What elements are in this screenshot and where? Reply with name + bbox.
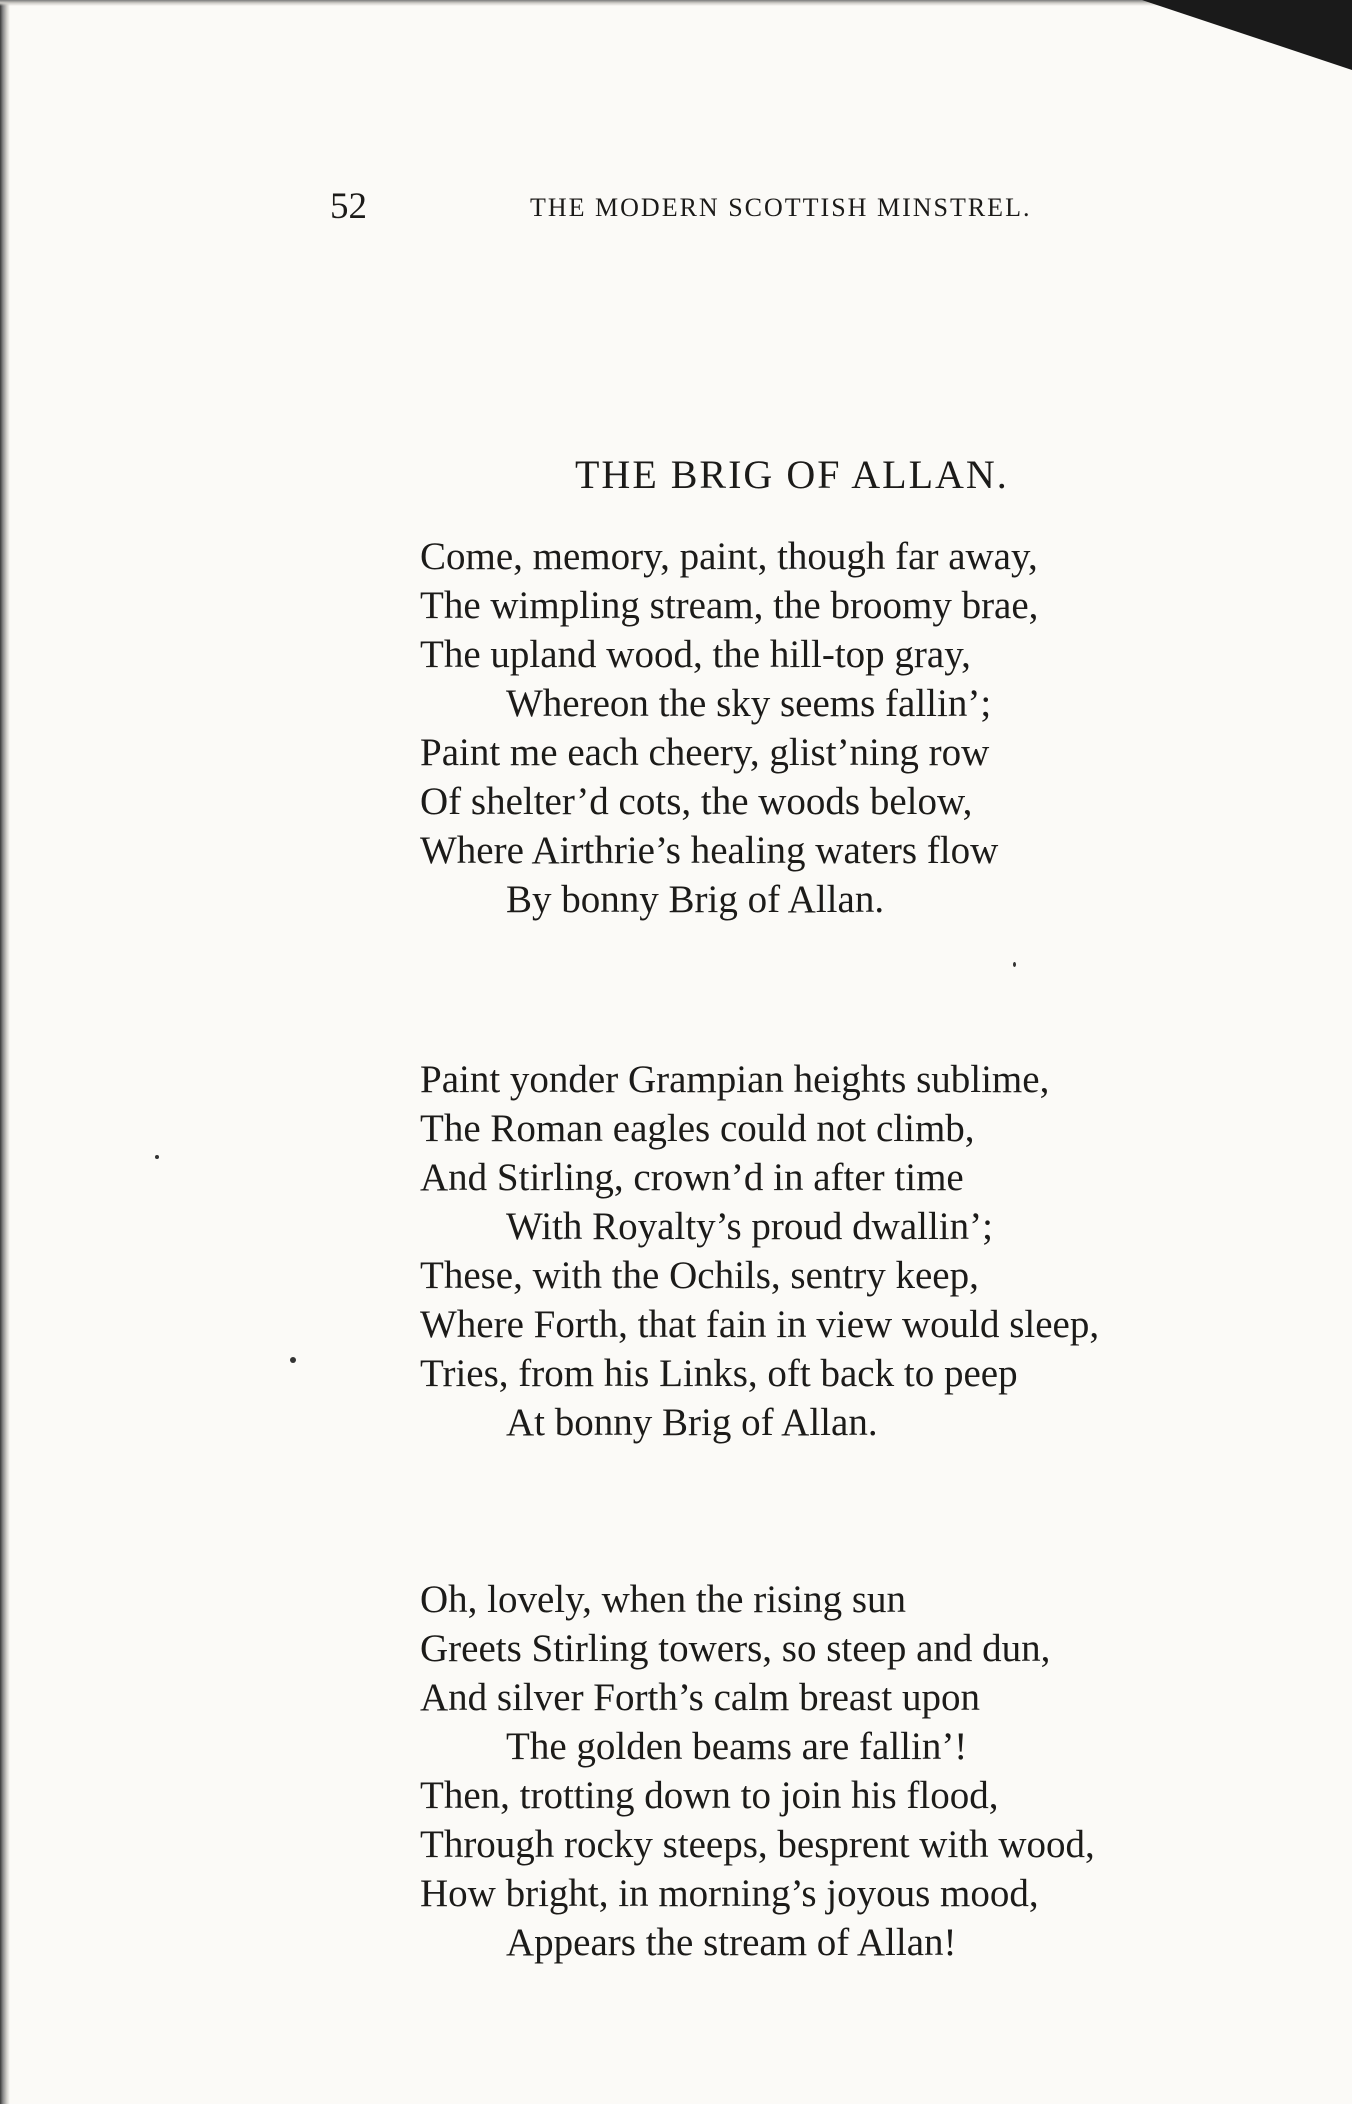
stanza-3 xyxy=(420,1575,1220,1967)
poem-line: Whereon the sky seems fallin’; xyxy=(506,682,992,725)
stanza-2 xyxy=(420,1055,1220,1447)
poem-line: Through rocky steeps, besprent with wood, xyxy=(420,1823,1095,1866)
ink-speck xyxy=(1013,962,1016,967)
scan-left-edge xyxy=(0,0,10,2104)
poem-title: THE BRIG OF ALLAN. xyxy=(575,452,1009,497)
poem-line: Of shelter’d cots, the woods below, xyxy=(420,780,973,823)
running-head xyxy=(330,187,1120,227)
poem-line: Greets Stirling towers, so steep and dun, xyxy=(420,1627,1051,1670)
poem-line: Paint yonder Grampian heights sublime, xyxy=(420,1058,1050,1101)
poem-line: How bright, in morning’s joyous mood, xyxy=(420,1872,1039,1915)
poem-line: The Roman eagles could not climb, xyxy=(420,1107,975,1150)
poem-line: These, with the Ochils, sentry keep, xyxy=(420,1254,979,1297)
poem-line: At bonny Brig of Allan. xyxy=(506,1401,878,1444)
poem-line: Paint me each cheery, glist’ning row xyxy=(420,731,990,774)
poem-line: The golden beams are fallin’! xyxy=(506,1725,968,1768)
poem-line: With Royalty’s proud dwallin’; xyxy=(506,1205,993,1248)
poem-line: By bonny Brig of Allan. xyxy=(506,878,885,921)
poem-line: The wimpling stream, the broomy brae, xyxy=(420,584,1039,627)
poem-line: Come, memory, paint, though far away, xyxy=(420,535,1038,578)
poem-line: Appears the stream of Allan! xyxy=(506,1921,957,1964)
running-title: THE MODERN SCOTTISH MINSTREL. xyxy=(530,193,1032,222)
ink-speck xyxy=(290,1357,296,1363)
poem-line: The upland wood, the hill-top gray, xyxy=(420,633,971,676)
page-number: 52 xyxy=(330,186,367,227)
poem-line: And Stirling, crown’d in after time xyxy=(420,1156,964,1199)
stanza-1 xyxy=(420,532,1220,924)
poem-line: Where Airthrie’s healing waters flow xyxy=(420,829,999,872)
ink-speck xyxy=(155,1155,159,1159)
poem-line: Then, trotting down to join his flood, xyxy=(420,1774,999,1817)
poem-line: Oh, lovely, when the rising sun xyxy=(420,1578,906,1621)
poem-line: Where Forth, that fain in view would sleep, xyxy=(420,1303,1100,1346)
poem-line: Tries, from his Links, oft back to peep xyxy=(420,1352,1018,1395)
poem-line: And silver Forth’s calm breast upon xyxy=(420,1676,980,1719)
scan-corner-shadow xyxy=(1142,0,1352,70)
